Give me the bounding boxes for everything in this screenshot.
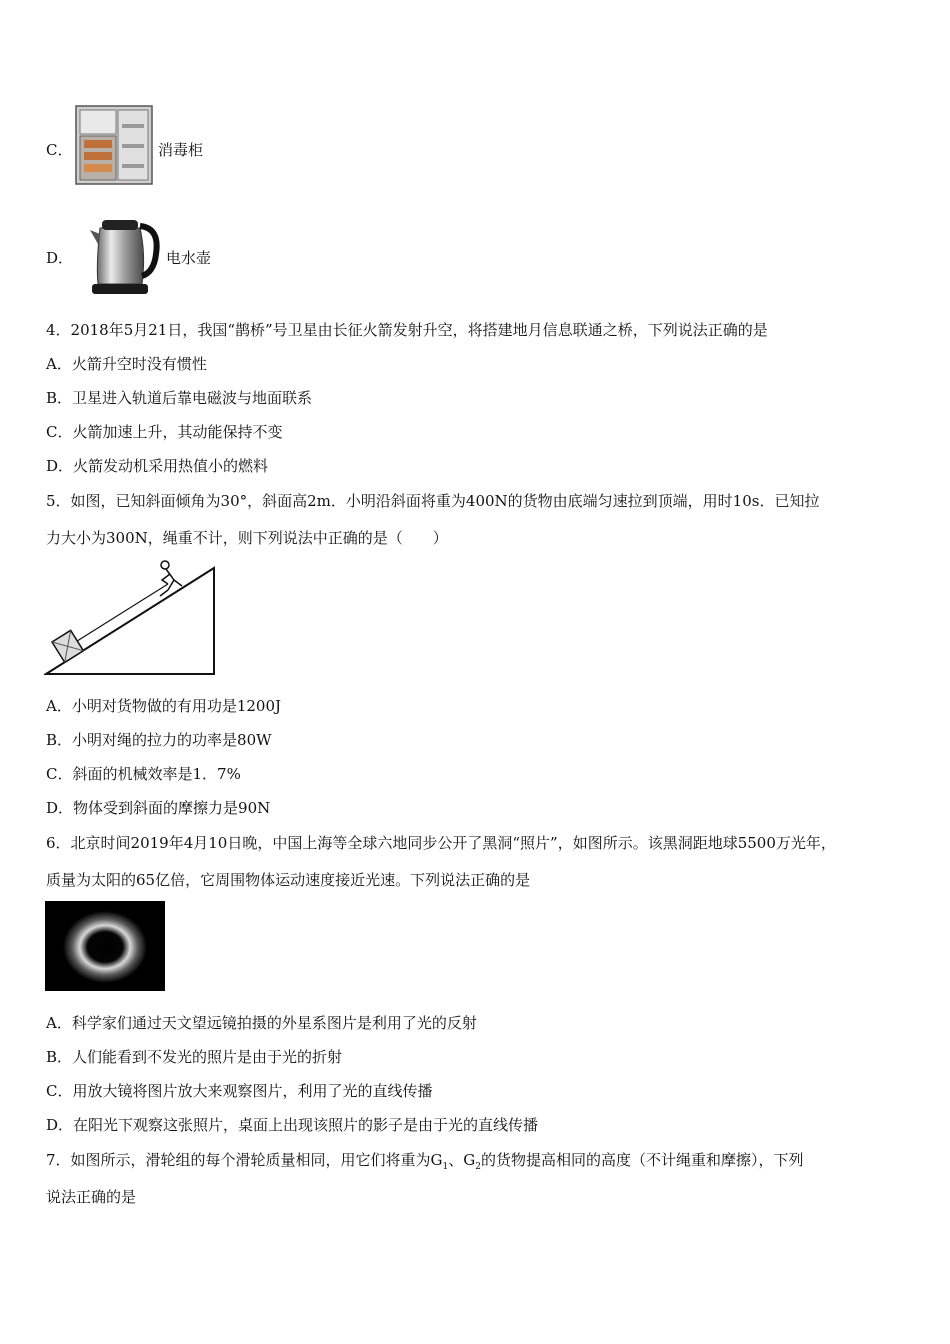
q5-option-c: C．斜面的机械效率是1．7% [46, 765, 241, 783]
option-d-label: D． [46, 249, 74, 267]
q5-stem-line-2: 力大小为300N，绳重不计，则下列说法中正确的是（ ） [46, 529, 448, 547]
q4-option-b: B．卫星进入轨道后靠电磁波与地面联系 [46, 389, 313, 407]
q7-stem-text-c: 的货物提高相同的高度（不计绳重和摩擦），下列 [480, 1151, 804, 1169]
q4-option-d: D．火箭发动机采用热值小的燃料 [46, 457, 269, 475]
q6-option-a: A．科学家们通过天文望远镜拍摄的外星系图片是利用了光的反射 [46, 1014, 477, 1032]
incline-diagram [44, 556, 218, 678]
q6-option-c: C．用放大镜将图片放大来观察图片，利用了光的直线传播 [46, 1082, 433, 1100]
option-d-text: 电水壶 [166, 249, 212, 267]
option-c-label: C． [46, 141, 73, 159]
q6-option-d: D．在阳光下观察这张照片，桌面上出现该照片的影子是由于光的直线传播 [46, 1116, 539, 1134]
q5-stem-line-1: 5．如图，已知斜面倾角为30°，斜面高2m．小明沿斜面将重为400N的货物由底端匀速拉到顶端，用时10s．已知拉 [46, 492, 820, 510]
q6-stem-line-1: 6．北京时间2019年4月10日晚，中国上海等全球六地同步公开了黑洞“照片”，如图所示。该黑洞距地球5500万光年， [46, 834, 836, 852]
q5-option-d: D．物体受到斜面的摩擦力是90N [46, 799, 271, 817]
black-hole-image [45, 901, 165, 991]
cargo-box-icon [52, 630, 83, 662]
q7-stem-text-b: 、G [448, 1151, 476, 1169]
q7-stem-line-1 [46, 1150, 804, 1177]
q4-option-a: A．火箭升空时没有惯性 [46, 355, 207, 373]
q5-option-a: A．小明对货物做的有用功是1200J [46, 697, 282, 715]
g2-subscript: 2 [475, 1162, 481, 1172]
electric-kettle-image [88, 214, 162, 298]
q7-stem-text-a: 7．如图所示，滑轮组的每个滑轮质量相同，用它们将重为G [46, 1151, 443, 1169]
q6-stem-line-2: 质量为太阳的65亿倍，它周围物体运动速度接近光速。下列说法正确的是 [46, 871, 531, 889]
disinfection-cabinet-image [74, 104, 154, 186]
q4-stem: 4．2018年5月21日，我国“鹊桥”号卫星由长征火箭发射升空，将搭建地月信息联通之桥，下列说法正确的是 [46, 321, 768, 339]
q7-stem-line-2: 说法正确的是 [46, 1188, 137, 1206]
q6-option-b: B．人们能看到不发光的照片是由于光的折射 [46, 1048, 343, 1066]
q4-option-c: C．火箭加速上升，其动能保持不变 [46, 423, 283, 441]
g1-subscript: 1 [442, 1162, 449, 1172]
option-c-text: 消毒柜 [158, 141, 204, 159]
q5-option-b: B．小明对绳的拉力的功率是80W [46, 731, 272, 749]
